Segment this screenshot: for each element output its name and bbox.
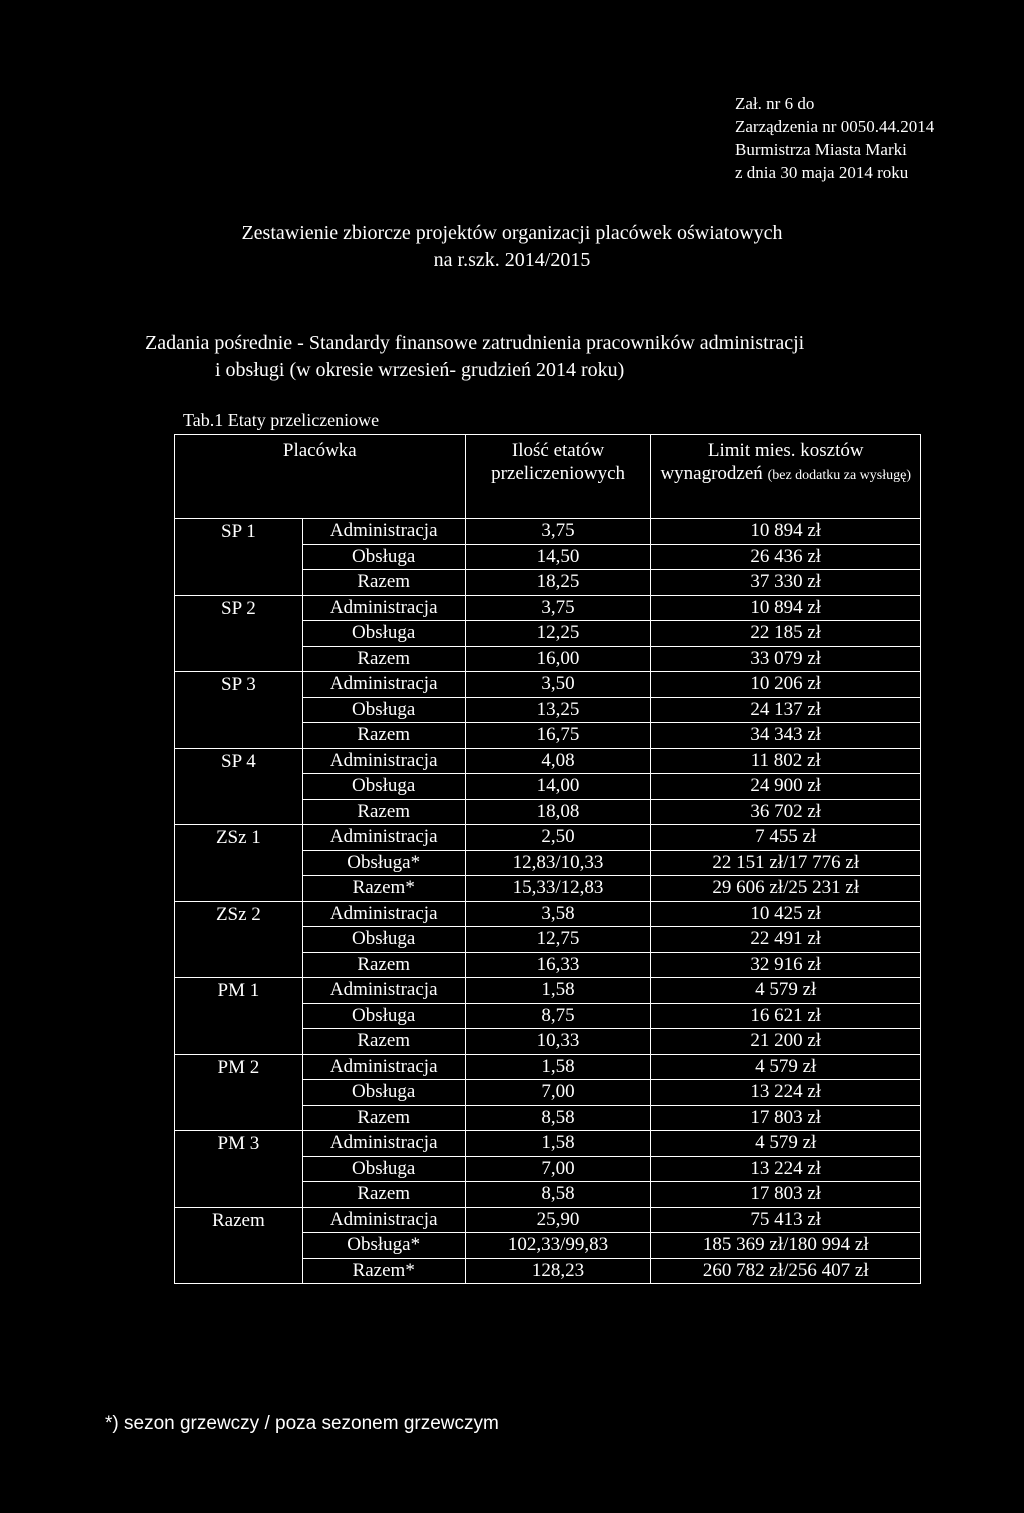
limit-cell: 29 606 zł/25 231 zł xyxy=(651,876,921,902)
fte-cell: 12,75 xyxy=(465,927,651,953)
category-cell: Administracja xyxy=(302,595,465,621)
category-cell: Administracja xyxy=(302,1131,465,1157)
limit-cell: 10 894 zł xyxy=(651,519,921,545)
staffing-table xyxy=(174,434,921,1284)
category-cell: Razem xyxy=(302,570,465,596)
limit-cell: 185 369 zł/180 994 zł xyxy=(651,1233,921,1259)
place-cell: SP 1 xyxy=(175,519,303,596)
header-limit xyxy=(651,435,921,519)
fte-cell: 128,23 xyxy=(465,1258,651,1284)
place-cell: PM 2 xyxy=(175,1054,303,1131)
header-limit-line xyxy=(655,462,916,487)
fte-cell: 14,00 xyxy=(465,774,651,800)
table-row xyxy=(175,901,921,927)
place-cell: PM 1 xyxy=(175,978,303,1055)
table-row xyxy=(175,519,921,545)
subtitle-line: Zadania pośrednie - Standardy finansowe zatrudnienia pracowników administracji xyxy=(145,332,805,354)
category-cell: Razem xyxy=(302,1105,465,1131)
table-caption: Tab.1 Etaty przeliczeniowe xyxy=(183,410,380,430)
annex-line: Burmistrza Miasta Marki xyxy=(735,140,907,159)
fte-cell: 7,00 xyxy=(465,1080,651,1106)
place-cell: ZSz 2 xyxy=(175,901,303,978)
category-cell: Razem xyxy=(302,1182,465,1208)
fte-cell: 3,75 xyxy=(465,519,651,545)
document-title xyxy=(0,220,1024,274)
table-header-row xyxy=(175,435,921,519)
fte-cell: 18,08 xyxy=(465,799,651,825)
limit-cell: 13 224 zł xyxy=(651,1156,921,1182)
limit-cell: 17 803 zł xyxy=(651,1105,921,1131)
fte-cell: 14,50 xyxy=(465,544,651,570)
fte-cell: 18,25 xyxy=(465,570,651,596)
category-cell: Administracja xyxy=(302,1207,465,1233)
header-limit-note: (bez dodatku za wysługę) xyxy=(767,468,912,483)
fte-cell: 1,58 xyxy=(465,1054,651,1080)
annex-line: Zarządzenia nr 0050.44.2014 xyxy=(735,117,935,136)
table-row xyxy=(175,1131,921,1157)
title-line: Zestawienie zbiorcze projektów organizacji placówek oświatowych xyxy=(241,222,783,244)
fte-cell: 16,33 xyxy=(465,952,651,978)
category-cell: Razem xyxy=(302,1029,465,1055)
header-limit-word: wynagrodzeń xyxy=(660,463,763,484)
fte-cell: 8,75 xyxy=(465,1003,651,1029)
category-cell: Obsługa xyxy=(302,1080,465,1106)
footnote: *) sezon grzewczy / poza sezonem grzewczym xyxy=(105,1413,499,1434)
fte-cell: 16,00 xyxy=(465,646,651,672)
annex-reference xyxy=(735,92,934,184)
fte-cell: 13,25 xyxy=(465,697,651,723)
category-cell: Razem* xyxy=(302,1258,465,1284)
fte-cell: 1,58 xyxy=(465,978,651,1004)
limit-cell: 10 206 zł xyxy=(651,672,921,698)
fte-cell: 8,58 xyxy=(465,1105,651,1131)
category-cell: Obsługa xyxy=(302,927,465,953)
fte-cell: 2,50 xyxy=(465,825,651,851)
header-ilosc xyxy=(465,435,651,519)
limit-cell: 4 579 zł xyxy=(651,1131,921,1157)
title-line: na r.szk. 2014/2015 xyxy=(433,249,591,271)
document-subtitle xyxy=(145,330,804,384)
category-cell: Razem xyxy=(302,646,465,672)
fte-cell: 3,50 xyxy=(465,672,651,698)
header-ilosc-line: przeliczeniowych xyxy=(491,463,626,484)
category-cell: Razem xyxy=(302,952,465,978)
fte-cell: 8,58 xyxy=(465,1182,651,1208)
table-row xyxy=(175,1054,921,1080)
limit-cell: 75 413 zł xyxy=(651,1207,921,1233)
table-row xyxy=(175,825,921,851)
category-cell: Razem xyxy=(302,799,465,825)
annex-line: z dnia 30 maja 2014 roku xyxy=(735,163,909,182)
fte-cell: 1,58 xyxy=(465,1131,651,1157)
limit-cell: 32 916 zł xyxy=(651,952,921,978)
place-cell: PM 3 xyxy=(175,1131,303,1208)
fte-cell: 15,33/12,83 xyxy=(465,876,651,902)
place-cell: Razem xyxy=(175,1207,303,1284)
category-cell: Obsługa xyxy=(302,621,465,647)
limit-cell: 22 491 zł xyxy=(651,927,921,953)
limit-cell: 26 436 zł xyxy=(651,544,921,570)
limit-cell: 10 425 zł xyxy=(651,901,921,927)
limit-cell: 17 803 zł xyxy=(651,1182,921,1208)
category-cell: Obsługa* xyxy=(302,1233,465,1259)
limit-cell: 24 137 zł xyxy=(651,697,921,723)
place-cell: SP 4 xyxy=(175,748,303,825)
category-cell: Administracja xyxy=(302,672,465,698)
limit-cell: 13 224 zł xyxy=(651,1080,921,1106)
limit-cell: 37 330 zł xyxy=(651,570,921,596)
limit-cell: 4 579 zł xyxy=(651,978,921,1004)
limit-cell: 36 702 zł xyxy=(651,799,921,825)
table-row xyxy=(175,978,921,1004)
limit-cell: 4 579 zł xyxy=(651,1054,921,1080)
place-cell: SP 2 xyxy=(175,595,303,672)
table-row xyxy=(175,672,921,698)
fte-cell: 12,83/10,33 xyxy=(465,850,651,876)
fte-cell: 7,00 xyxy=(465,1156,651,1182)
category-cell: Razem xyxy=(302,723,465,749)
place-cell: SP 3 xyxy=(175,672,303,749)
limit-cell: 11 802 zł xyxy=(651,748,921,774)
limit-cell: 22 151 zł/17 776 zł xyxy=(651,850,921,876)
annex-line: Zał. nr 6 do xyxy=(735,94,815,113)
category-cell: Administracja xyxy=(302,901,465,927)
fte-cell: 25,90 xyxy=(465,1207,651,1233)
category-cell: Administracja xyxy=(302,1054,465,1080)
header-ilosc-line: Ilość etatów xyxy=(511,440,605,461)
category-cell: Obsługa xyxy=(302,1003,465,1029)
limit-cell: 34 343 zł xyxy=(651,723,921,749)
table-body xyxy=(175,519,921,1284)
category-cell: Obsługa xyxy=(302,774,465,800)
table-row xyxy=(175,748,921,774)
category-cell: Obsługa* xyxy=(302,850,465,876)
limit-cell: 21 200 zł xyxy=(651,1029,921,1055)
limit-cell: 33 079 zł xyxy=(651,646,921,672)
table-row xyxy=(175,1207,921,1233)
category-cell: Administracja xyxy=(302,978,465,1004)
header-limit-line: Limit mies. kosztów xyxy=(707,440,864,461)
limit-cell: 22 185 zł xyxy=(651,621,921,647)
limit-cell: 16 621 zł xyxy=(651,1003,921,1029)
category-cell: Razem* xyxy=(302,876,465,902)
fte-cell: 3,75 xyxy=(465,595,651,621)
category-cell: Administracja xyxy=(302,825,465,851)
fte-cell: 3,58 xyxy=(465,901,651,927)
limit-cell: 10 894 zł xyxy=(651,595,921,621)
table-row xyxy=(175,595,921,621)
category-cell: Administracja xyxy=(302,519,465,545)
limit-cell: 24 900 zł xyxy=(651,774,921,800)
limit-cell: 7 455 zł xyxy=(651,825,921,851)
category-cell: Administracja xyxy=(302,748,465,774)
limit-cell: 260 782 zł/256 407 zł xyxy=(651,1258,921,1284)
category-cell: Obsługa xyxy=(302,544,465,570)
category-cell: Obsługa xyxy=(302,1156,465,1182)
fte-cell: 16,75 xyxy=(465,723,651,749)
fte-cell: 4,08 xyxy=(465,748,651,774)
header-placowka: Placówka xyxy=(175,435,466,519)
subtitle-line: i obsługi (w okresie wrzesień- grudzień 2014 roku) xyxy=(215,359,625,381)
place-cell: ZSz 1 xyxy=(175,825,303,902)
fte-cell: 12,25 xyxy=(465,621,651,647)
category-cell: Obsługa xyxy=(302,697,465,723)
fte-cell: 10,33 xyxy=(465,1029,651,1055)
fte-cell: 102,33/99,83 xyxy=(465,1233,651,1259)
